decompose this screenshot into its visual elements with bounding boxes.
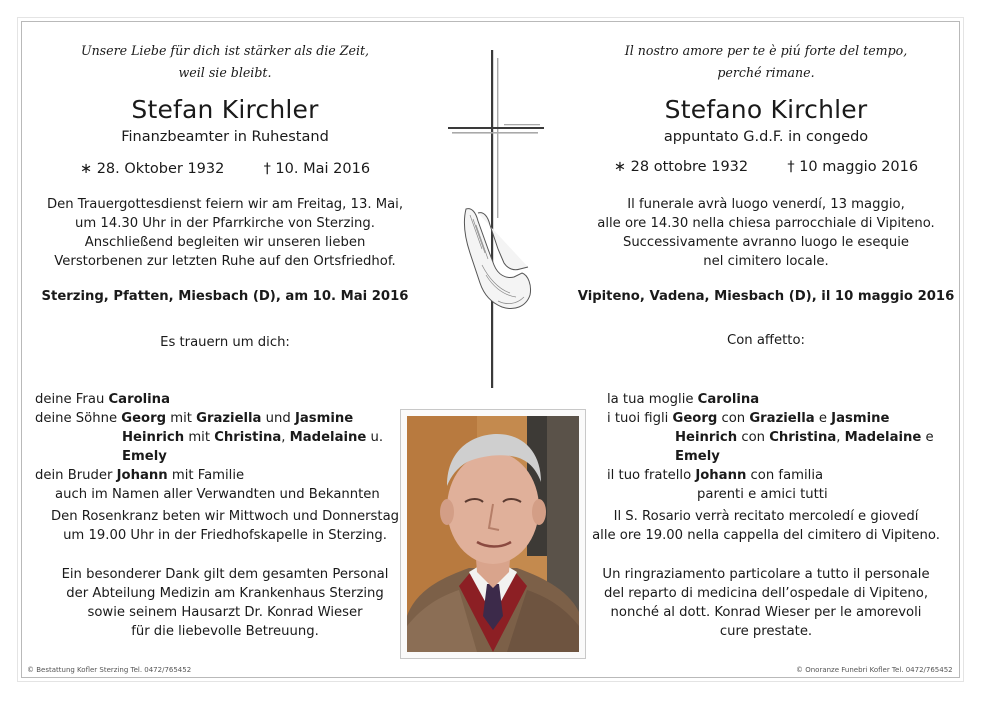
italian-column — [570, 40, 962, 350]
portrait-photo — [407, 416, 579, 652]
praying-hands-icon — [458, 205, 538, 315]
german-family-relatives: auch im Namen aller Verwandten und Bekannten — [55, 487, 380, 502]
italian-family — [607, 390, 962, 504]
italian-birth-date: ∗ 28 ottobre 1932 — [613, 159, 749, 175]
german-death-date: † 10. Mai 2016 — [263, 161, 371, 177]
german-rosary: Den Rosenkranz beten wir Mittwoch und Donnerstag um 19.00 Uhr in der Friedhofskapelle in Sterzing. — [50, 509, 400, 543]
italian-service: Il funerale avrà luogo venerdí, 13 maggio, alle ore 14.30 nella chiesa parrocchiale di Vipiteno. Successivamente avranno luogo le esequie nel cimitero locale. — [597, 197, 935, 269]
italian-place-date: Vipiteno, Vadena, Miesbach (D), il 10 maggio 2016 — [577, 289, 955, 304]
italian-title: appuntato G.d.F. in congedo — [663, 129, 869, 145]
portrait-photo-frame — [400, 409, 586, 659]
italian-mourn-heading: Con affetto: — [727, 333, 805, 348]
german-mourn-heading: Es trauern um dich: — [160, 335, 290, 350]
italian-rosary: Il S. Rosario verrà recitato mercoledí e giovedí alle ore 19.00 nella cappella del cimitero di Vipiteno. — [592, 509, 940, 543]
german-family-son1: deine Söhne Georg mit Graziella und Jasmine — [35, 411, 354, 426]
german-quote: Unsere Liebe für dich ist stärker als die Zeit, weil sie bleibt. — [80, 43, 370, 80]
italian-family-son2: Heinrich con Christina, Madelaine e Emely — [675, 430, 934, 464]
german-footer: © Bestattung Kofler Sterzing Tel. 0472/765452 — [27, 666, 192, 674]
german-dates — [28, 159, 422, 179]
german-service: Den Trauergottesdienst feiern wir am Freitag, 13. Mai, um 14.30 Uhr in der Pfarrkirche von Sterzing. Anschließend begleiten wir unseren lieben Verstorbenen zur letzten Ruhe auf den Ortsfriedhof. — [46, 197, 404, 269]
italian-name: Stefano Kirchler — [664, 95, 868, 124]
german-family-wife: deine Frau Carolina — [35, 392, 170, 407]
italian-thanks: Un ringraziamento particolare a tutto il personale del reparto di medicina dell’ospedale di Vipiteno, nonché al dott. Konrad Wieser per le amorevoli cure prestate. — [602, 567, 930, 639]
german-thanks: Ein besonderer Dank gilt dem gesamten Personal der Abteilung Medizin am Krankenhaus Sterzing sowie seinem Hausarzt Dr. Konrad Wieser für die liebevolle Betreuung. — [61, 567, 389, 639]
german-title: Finanzbeamter in Ruhestand — [121, 129, 329, 145]
italian-quote: Il nostro amore per te è piú forte del tempo, perché rimane. — [624, 43, 908, 80]
german-name: Stefan Kirchler — [131, 95, 319, 124]
german-column — [28, 40, 422, 352]
italian-family-wife: la tua moglie Carolina — [607, 392, 760, 407]
german-birth-date: ∗ 28. Oktober 1932 — [79, 161, 225, 177]
italian-dates — [570, 157, 962, 177]
italian-family-relatives: parenti e amici tutti — [697, 487, 828, 502]
german-family-brother: dein Bruder Johann mit Familie — [35, 468, 245, 483]
italian-family-brother: il tuo fratello Johann con familia — [607, 468, 824, 483]
german-family-son2: Heinrich mit Christina, Madelaine u. Emely — [122, 430, 384, 464]
german-family — [35, 390, 405, 504]
italian-death-date: † 10 maggio 2016 — [787, 159, 919, 175]
italian-footer: © Onoranze Funebri Kofler Tel. 0472/765452 — [796, 666, 953, 674]
italian-family-son1: i tuoi figli Georg con Graziella e Jasmine — [607, 411, 890, 426]
german-place-date: Sterzing, Pfatten, Miesbach (D), am 10. Mai 2016 — [41, 289, 409, 304]
